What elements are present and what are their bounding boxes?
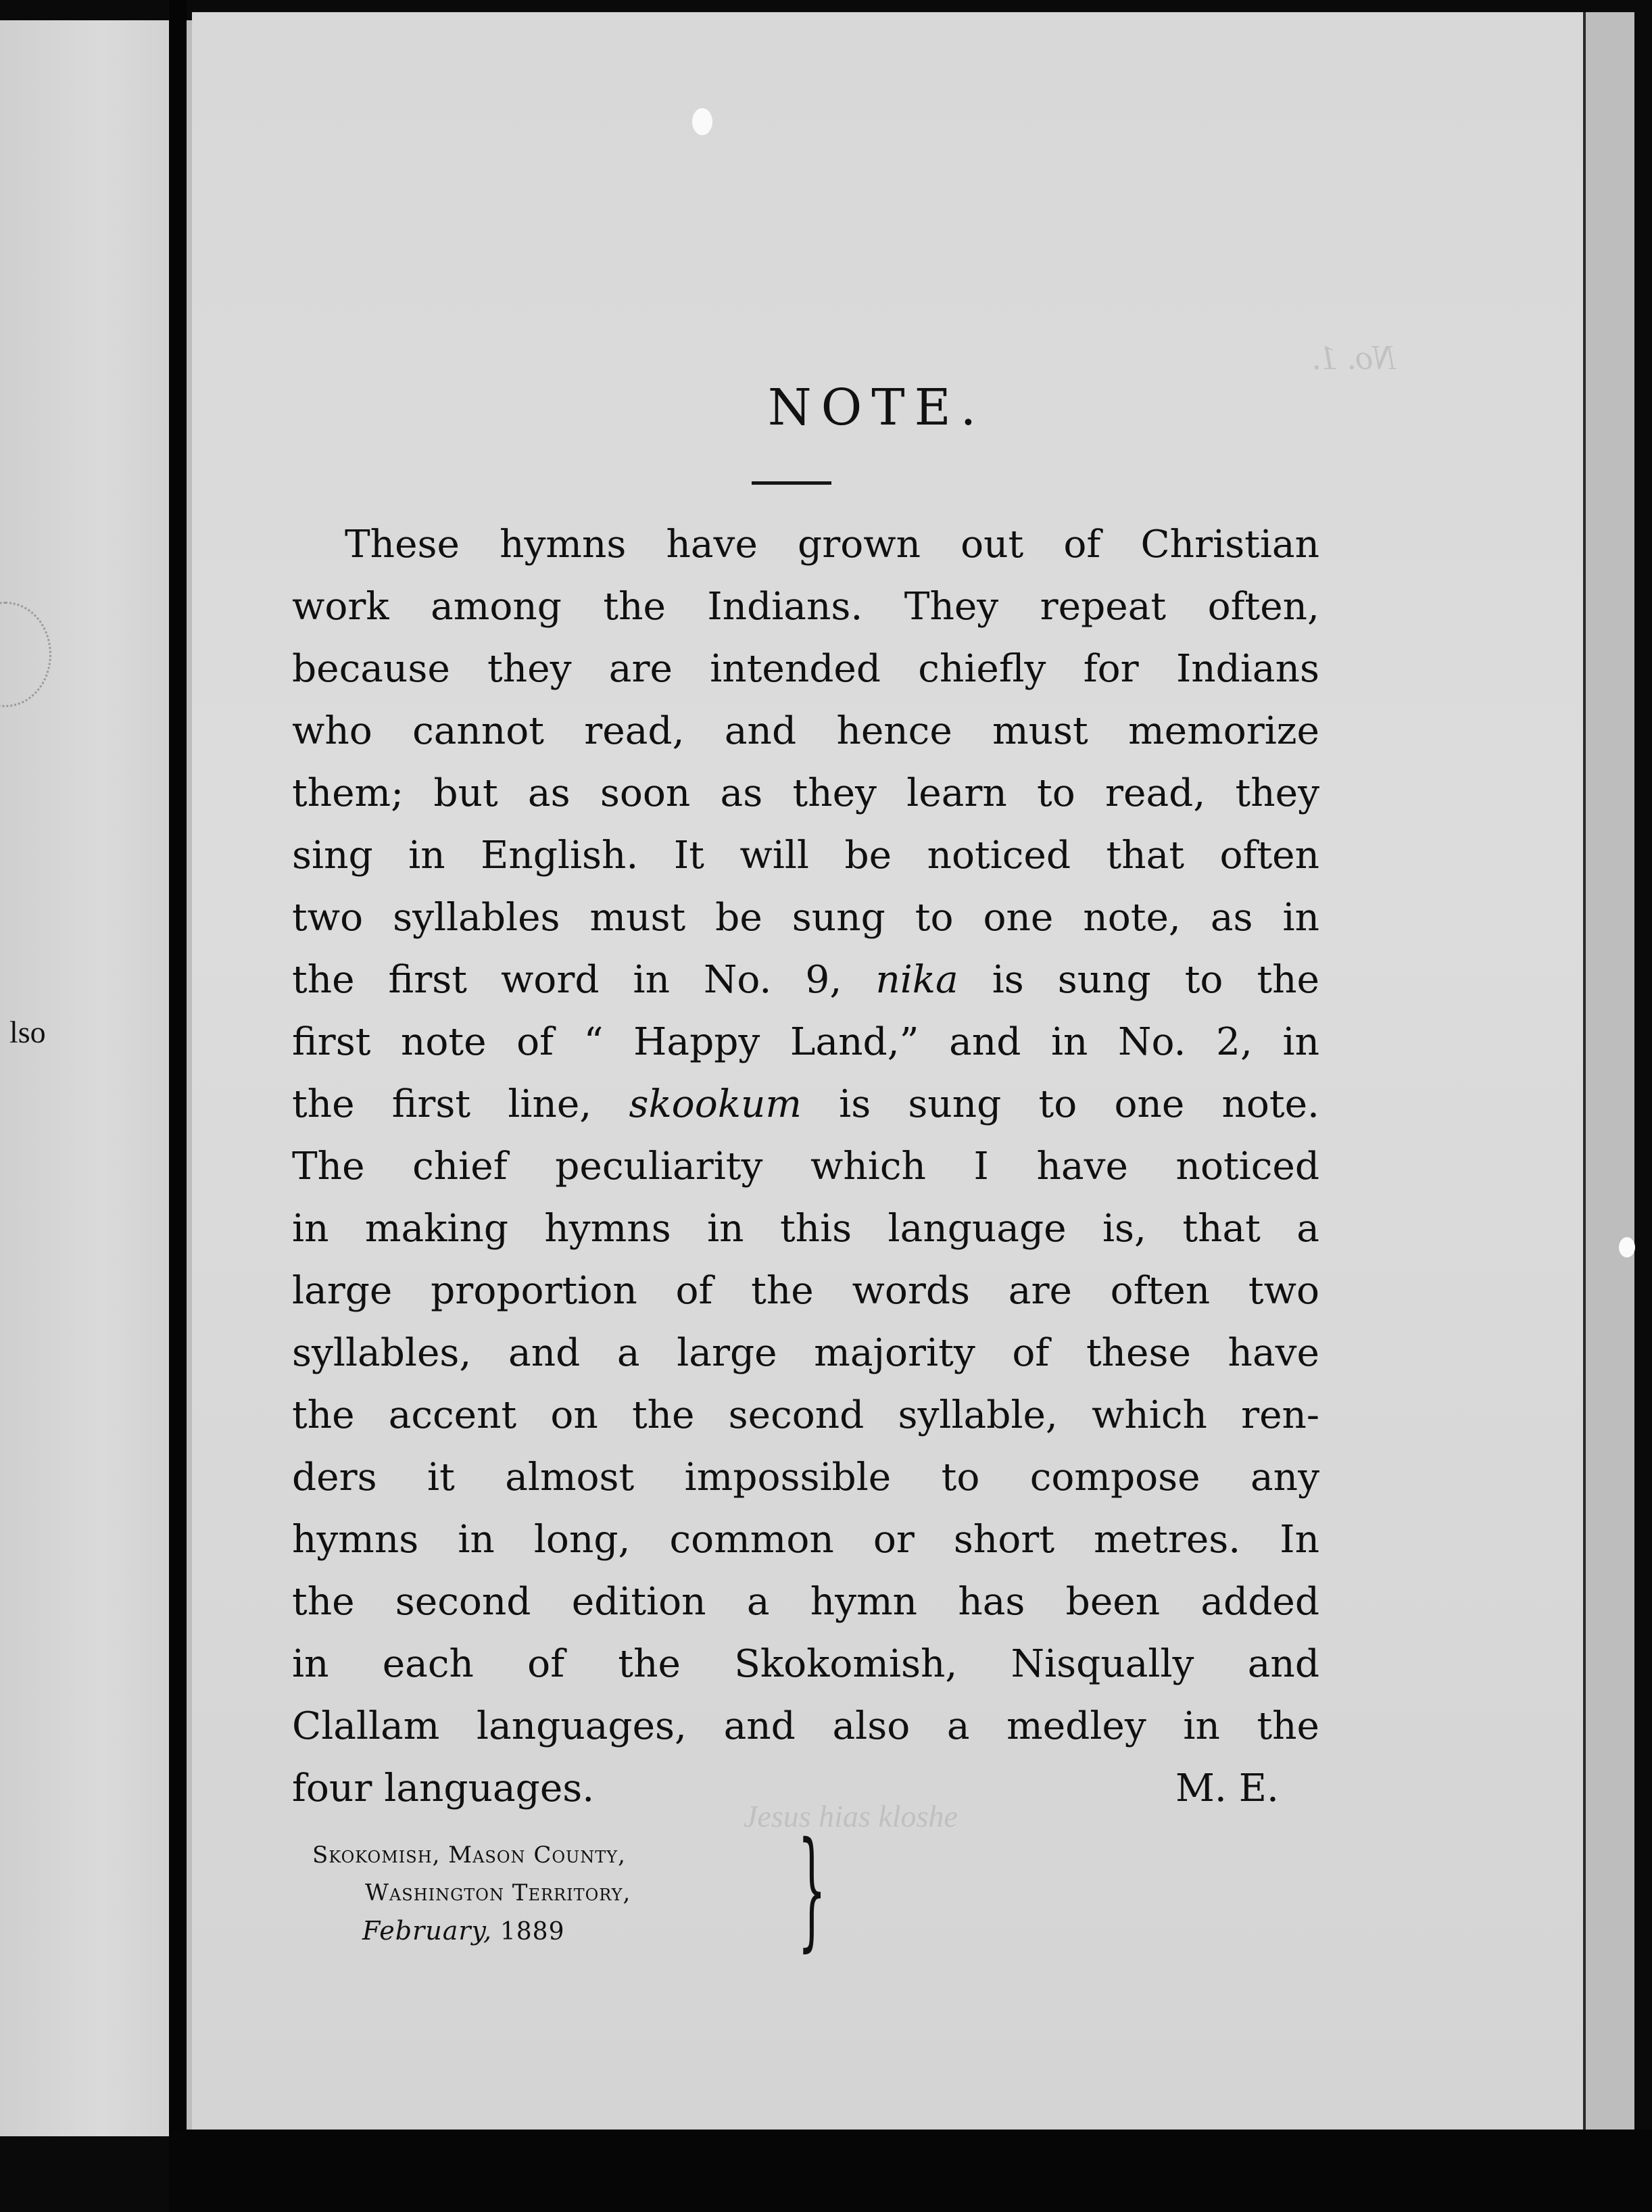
page-title: NOTE. (767, 379, 986, 437)
stamp-mark (0, 602, 51, 707)
paper-speck (692, 108, 712, 135)
text-line: hymns in long, common or short metres. In (292, 1518, 1319, 1562)
gutter (187, 20, 192, 2136)
text-line: Clallam languages, and also a medley in the (292, 1704, 1319, 1748)
text-line: because they are intended chiefly for Indians (292, 647, 1319, 691)
text-line: The chief peculiarity which I have noticed (292, 1145, 1319, 1188)
text-line: who cannot read, and hence must memorize (292, 709, 1319, 753)
italic-word: skookum (629, 1082, 802, 1126)
text-line: ders it almost impossible to compose any (292, 1456, 1319, 1499)
book-spine (169, 0, 187, 2212)
text-line: them; but as soon as they learn to read, they (292, 771, 1319, 815)
text-fragment: the first line, (292, 1082, 629, 1126)
paper-speck (1619, 1237, 1635, 1257)
text-fragment: the first word in No. 9, (292, 958, 876, 1002)
text-line: large proportion of the words are often two (292, 1269, 1319, 1313)
text-line: work among the Indians. They repeat often, (292, 585, 1319, 629)
dateline-place-2: Washington Territory, (365, 1879, 631, 1906)
text-line: syllables, and a large majority of these have (292, 1331, 1319, 1375)
scan-bottom-margin (169, 2130, 1652, 2212)
text-line: first note of “ Happy Land,” and in No. 2, in (292, 1020, 1319, 1064)
text-line: These hymns have grown out of Christian (345, 523, 1319, 567)
left-page-edge (0, 20, 169, 2136)
note-body (292, 514, 1319, 1820)
text-line: in making hymns in this language is, that a (292, 1207, 1319, 1251)
page-right-edge (1583, 12, 1634, 2132)
signature: M. E. (1175, 1766, 1279, 1810)
bleed-through-text-bottom: Jesus hias kloshe (744, 1799, 958, 1833)
left-page-fragment: lso (9, 1015, 46, 1049)
text-line: the second edition a hymn has been added (292, 1580, 1319, 1624)
text-fragment: four languages. (292, 1766, 595, 1810)
text-line: the accent on the second syllable, which ren- (292, 1393, 1319, 1437)
dateline (312, 1836, 826, 1951)
text-line: in each of the Skokomish, Nisqually and (292, 1642, 1319, 1686)
dateline-year: 1889 (500, 1918, 565, 1946)
text-line: sing in English. It will be noticed that often (292, 834, 1319, 877)
text-line: two syllables must be sung to one note, as in (292, 896, 1319, 940)
text-line (292, 949, 1319, 1011)
text-fragment: is sung to the (958, 958, 1319, 1002)
dateline-date (312, 1912, 826, 1951)
dateline-brace: } (798, 1814, 827, 1964)
dateline-place-1: Skokomish, Mason County, (312, 1842, 626, 1869)
text-fragment: is sung to one note. (801, 1082, 1319, 1126)
dateline-month: February, (362, 1916, 493, 1946)
title-rule (752, 481, 831, 485)
bleed-through-text-top: No. 1. (1311, 339, 1396, 377)
italic-word: nika (875, 958, 958, 1002)
text-line (292, 1074, 1319, 1136)
